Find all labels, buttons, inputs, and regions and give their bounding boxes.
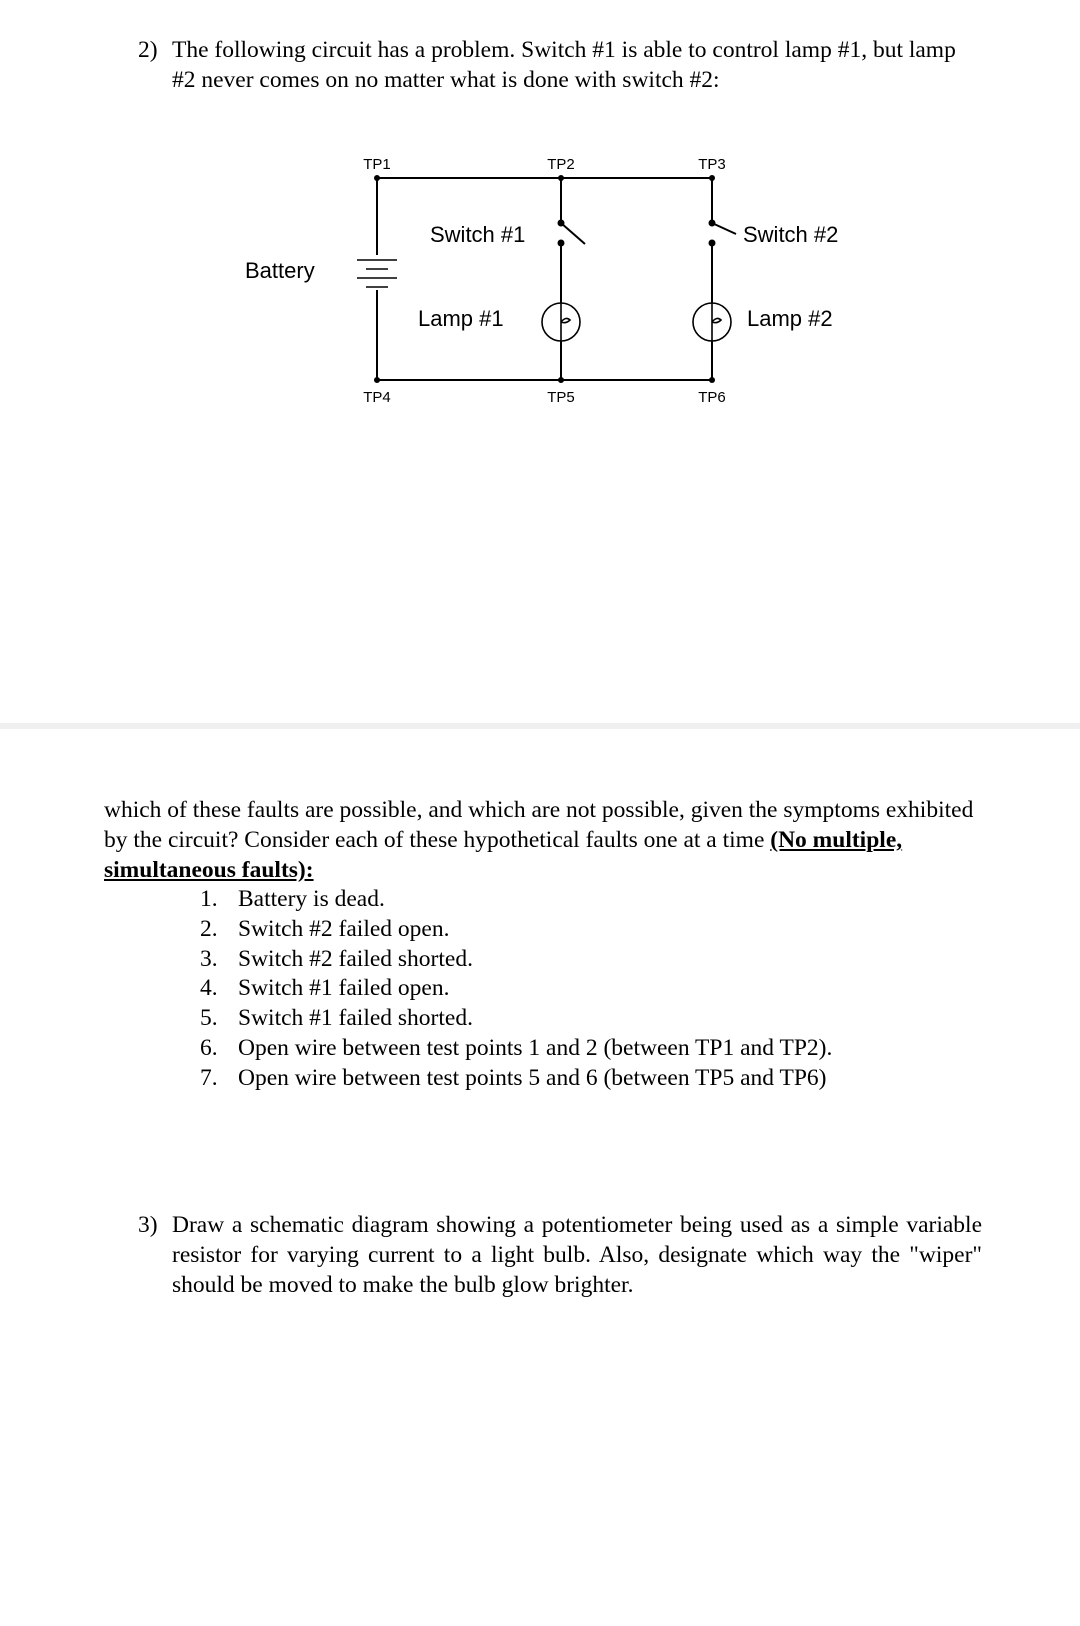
- fault-text: Switch #2 failed open.: [238, 915, 450, 942]
- fault-text: Switch #1 failed shorted.: [238, 1005, 473, 1032]
- tp2-label: TP2: [547, 156, 575, 173]
- fault-number: 3.: [200, 945, 218, 972]
- fault-text: Switch #1 failed open.: [238, 975, 450, 1002]
- tp6-label: TP6: [698, 389, 726, 406]
- question-2-text: The following circuit has a problem. Switch #1 is able to control lamp #1, but lamp #2 never comes on no matter what is done with switch #2:: [172, 37, 956, 93]
- question-2-number: 2): [138, 37, 158, 63]
- lamp-1-label: Lamp #1: [418, 306, 504, 331]
- section-divider: [0, 723, 1080, 729]
- fault-item: [200, 885, 832, 915]
- faults-intro-text: which of these faults are possible, and which are not possible, given the symptoms exhibited by the circuit? Consider each of these hypothetical faults one at a time: [104, 797, 974, 853]
- fault-number: 1.: [200, 886, 218, 912]
- fault-number: 4.: [200, 975, 218, 1002]
- tp3-label: TP3: [698, 156, 726, 173]
- lamp-2-symbol: [693, 303, 731, 341]
- tp4-label: TP4: [363, 389, 391, 406]
- lamp-2-label: Lamp #2: [747, 306, 833, 331]
- fault-text: Switch #2 failed shorted.: [238, 945, 473, 972]
- switch-1-symbol: [559, 221, 586, 246]
- tp2-node: [558, 175, 564, 181]
- tp3-node: [709, 175, 715, 181]
- fault-number: 7.: [200, 1064, 218, 1091]
- fault-item: [200, 1034, 832, 1064]
- fault-list: [200, 885, 832, 1094]
- question-3-number: 3): [138, 1212, 158, 1238]
- fault-item: [200, 1004, 832, 1034]
- tp6-node: [709, 377, 715, 383]
- fault-text: Battery is dead.: [238, 886, 385, 912]
- tp1-label: TP1: [363, 156, 391, 173]
- tp1-node: [374, 175, 380, 181]
- tp4-node: [374, 377, 380, 383]
- circuit-diagram: [0, 0, 1080, 440]
- switch-1-label: Switch #1: [430, 222, 526, 247]
- fault-number: 6.: [200, 1034, 218, 1061]
- battery-label: Battery: [245, 258, 315, 283]
- tp5-label: TP5: [547, 389, 575, 406]
- tp5-node: [558, 377, 564, 383]
- fault-text: Open wire between test points 1 and 2 (between TP1 and TP2).: [238, 1034, 833, 1061]
- question-3-text: Draw a schematic diagram showing a potentiometer being used as a simple variable resistor for varying current to a light bulb. Also, designate which way the "wiper" should be moved to make the bulb glow brighter.: [172, 1212, 982, 1298]
- lamp-1-symbol: [542, 303, 580, 341]
- fault-text: Open wire between test points 5 and 6 (between TP5 and TP6): [238, 1064, 827, 1091]
- faults-intro: [104, 795, 982, 885]
- fault-item: [200, 974, 832, 1004]
- fault-item: [200, 945, 832, 975]
- switch-2-symbol: [710, 221, 737, 246]
- faults-intro-emphasis: (No multiple, simultaneous faults):: [104, 827, 903, 883]
- fault-number: 2.: [200, 915, 218, 942]
- fault-item: [200, 915, 832, 945]
- switch-2-label: Switch #2: [743, 222, 839, 247]
- fault-number: 5.: [200, 1005, 218, 1032]
- fault-item: [200, 1064, 832, 1094]
- battery-symbol: [357, 260, 397, 287]
